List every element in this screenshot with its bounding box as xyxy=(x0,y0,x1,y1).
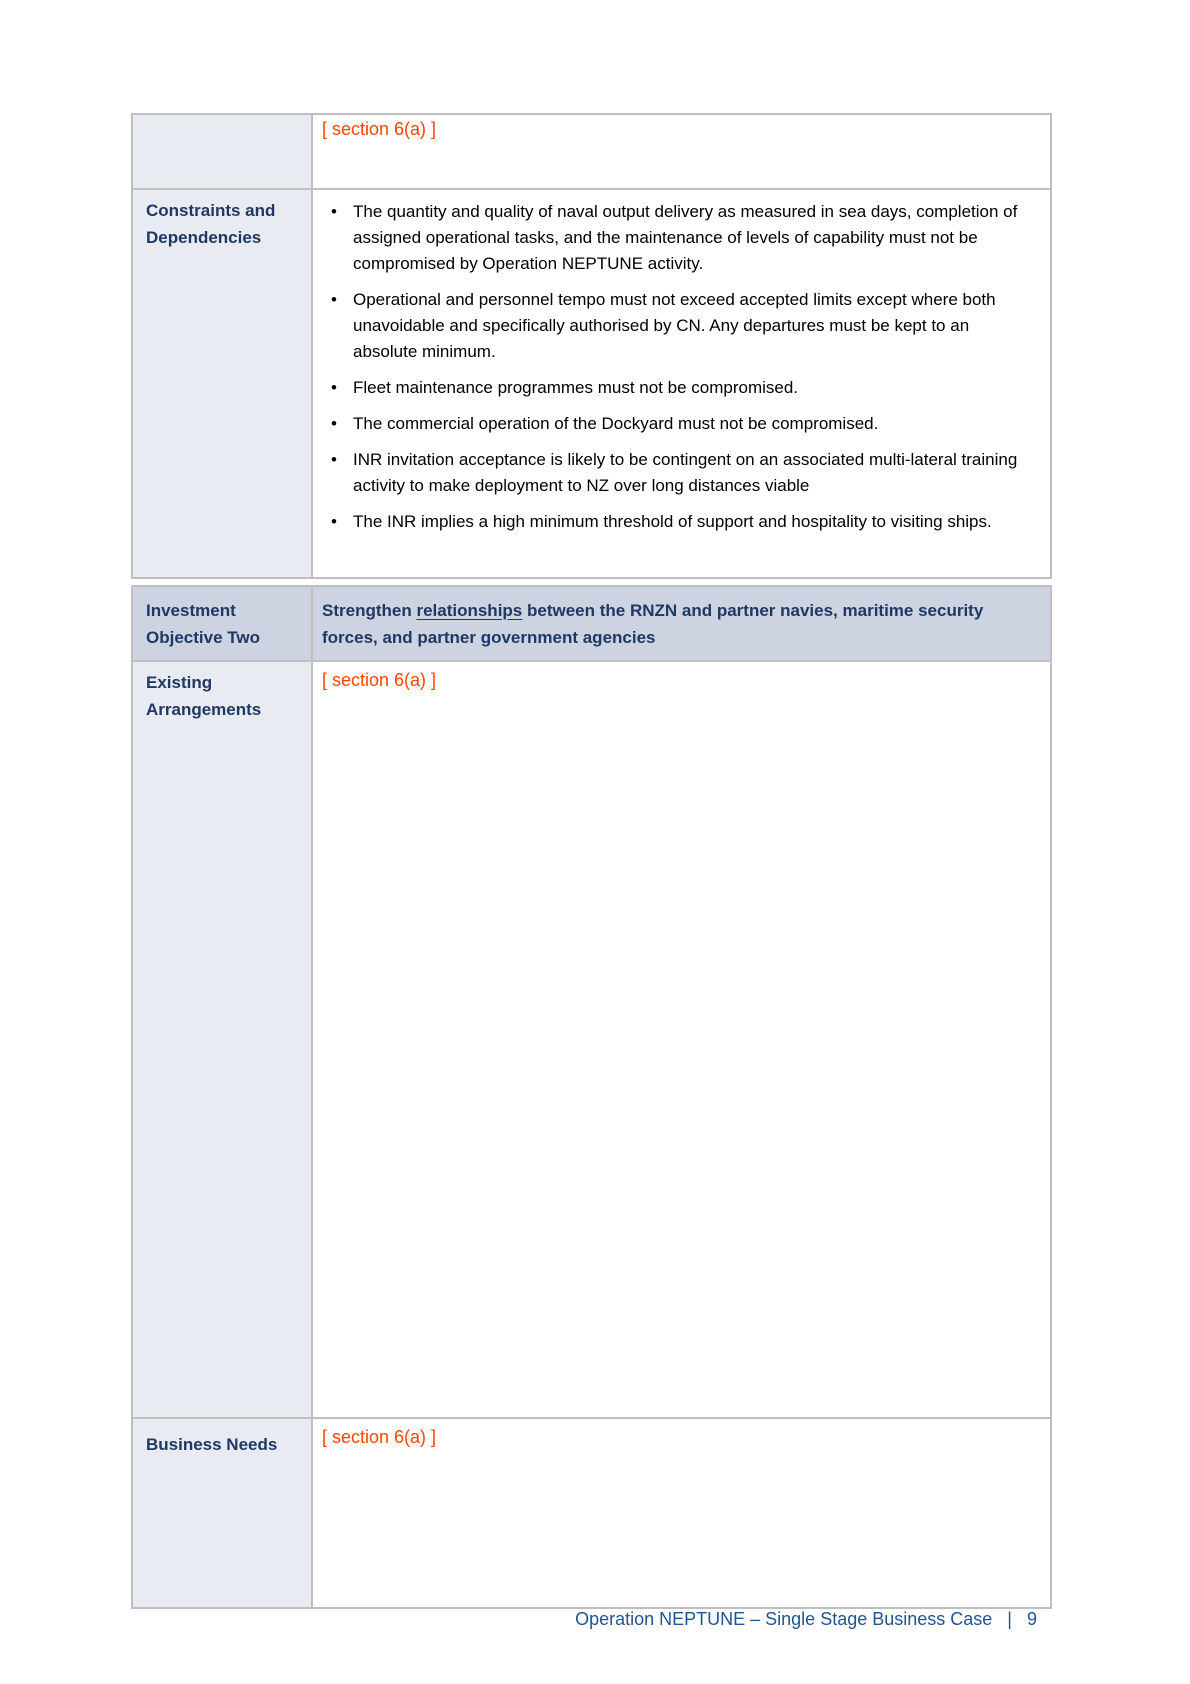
footer-page-number: 9 xyxy=(1026,1609,1037,1629)
redaction-marker: [ section 6(a) ] xyxy=(322,670,437,690)
constraints-table xyxy=(131,113,1052,579)
business-needs-label-cell xyxy=(132,1418,312,1608)
investment-objective-two-table xyxy=(131,585,1052,1609)
existing-arrangements-label-cell xyxy=(132,661,312,1418)
footer-separator: | xyxy=(1007,1609,1012,1629)
redaction-marker: [ section 6(a) ] xyxy=(322,119,437,139)
table-row xyxy=(132,114,1051,189)
constraints-bullet-list xyxy=(322,199,1036,535)
business-needs-content-cell xyxy=(312,1418,1051,1608)
bullet-item: • The INR implies a high minimum threshold of support and hospitality to visiting ships. xyxy=(322,509,1036,535)
empty-label-cell xyxy=(132,114,312,189)
objective-statement-prefix: Strengthen xyxy=(322,601,417,620)
table-row xyxy=(132,189,1051,578)
constraints-content-cell xyxy=(312,189,1051,578)
bullet-item: • The commercial operation of the Dockyard must not be compromised. xyxy=(322,411,1036,437)
table-row xyxy=(132,1418,1051,1608)
objective-statement-cell xyxy=(312,586,1051,661)
redaction-marker: [ section 6(a) ] xyxy=(322,1427,437,1447)
objective-statement-suffix: between the RNZN and partner navies, maritime security forces, and partner government agencies xyxy=(322,601,984,647)
table-header-row xyxy=(132,586,1051,661)
bullet-item: • The quantity and quality of naval output delivery as measured in sea days, completion of assigned operational tasks, and the maintenance of levels of capability must not be compromised by Operation NEPTUNE activity. xyxy=(322,199,1036,277)
bullet-item: • Fleet maintenance programmes must not be compromised. xyxy=(322,375,1036,401)
existing-arrangements-content-cell xyxy=(312,661,1051,1418)
bullet-item: • Operational and personnel tempo must not exceed accepted limits except where both unavoidable and specifically authorised by CN. Any departures must be kept to an absolute minimum. xyxy=(322,287,1036,365)
footer-title: Operation NEPTUNE – Single Stage Business Case xyxy=(575,1609,993,1629)
objective-statement-underlined: relationships xyxy=(416,601,523,620)
objective-label: Investment Objective Two xyxy=(146,601,260,647)
constraints-label: Constraints and Dependencies xyxy=(146,201,276,247)
objective-label-cell xyxy=(132,586,312,661)
bullet-item: • INR invitation acceptance is likely to be contingent on an associated multi-lateral training activity to make deployment to NZ over long distances viable xyxy=(322,447,1036,499)
existing-arrangements-label: Existing Arrangements xyxy=(146,673,262,719)
business-needs-label: Business Needs xyxy=(146,1435,278,1454)
constraints-label-cell xyxy=(132,189,312,578)
page-footer xyxy=(131,1607,1037,1631)
table-row xyxy=(132,661,1051,1418)
redacted-content-cell xyxy=(312,114,1051,189)
